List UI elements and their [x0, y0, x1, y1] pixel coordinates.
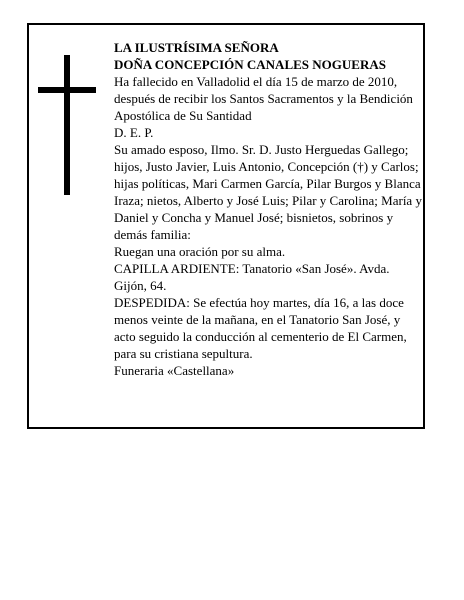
obituary-title: LA ILUSTRÍSIMA SEÑORA — [114, 40, 279, 55]
funeral-home: Funeraria «Castellana» — [114, 363, 235, 378]
deceased-name: DOÑA CONCEPCIÓN CANALES NOGUERAS — [114, 57, 386, 72]
prayer-request: Ruegan una oración por su alma. — [114, 244, 286, 259]
funeral-chapel: CAPILLA ARDIENTE: Tanatorio «San José». Avda. Gijón, 64. — [114, 261, 390, 293]
death-notice: Ha fallecido en Valladolid el día 15 de marzo de 2010, después de recibir los Santos Sacramentos y la Bendición Apostólica de Su Santidad — [114, 74, 413, 123]
cross-icon-horizontal — [38, 87, 96, 93]
rip-line: D. E. P. — [114, 125, 154, 140]
farewell-details: DESPEDIDA: Se efectúa hoy martes, día 16, a las doce menos veinte de la mañana, en el Tanatorio San José, y acto seguido la conducción al cementerio de El Carmen, para su cristiana sepultura. — [114, 295, 407, 361]
family-list: Su amado esposo, Ilmo. Sr. D. Justo Herguedas Gallego; hijos, Justo Javier, Luis Antonio, Concepción (†) y Carlos; hijas políticas, Mari Carmen García, Pilar Burgos y Blanca Iraza; nietos, Alberto y José Luis; Pilar y Carolina; María y Daniel y Concha y Manuel José; bisnietos, sobrinos y demás familia: — [114, 142, 422, 242]
cross-icon-vertical — [64, 55, 70, 195]
obituary-text — [114, 39, 424, 379]
